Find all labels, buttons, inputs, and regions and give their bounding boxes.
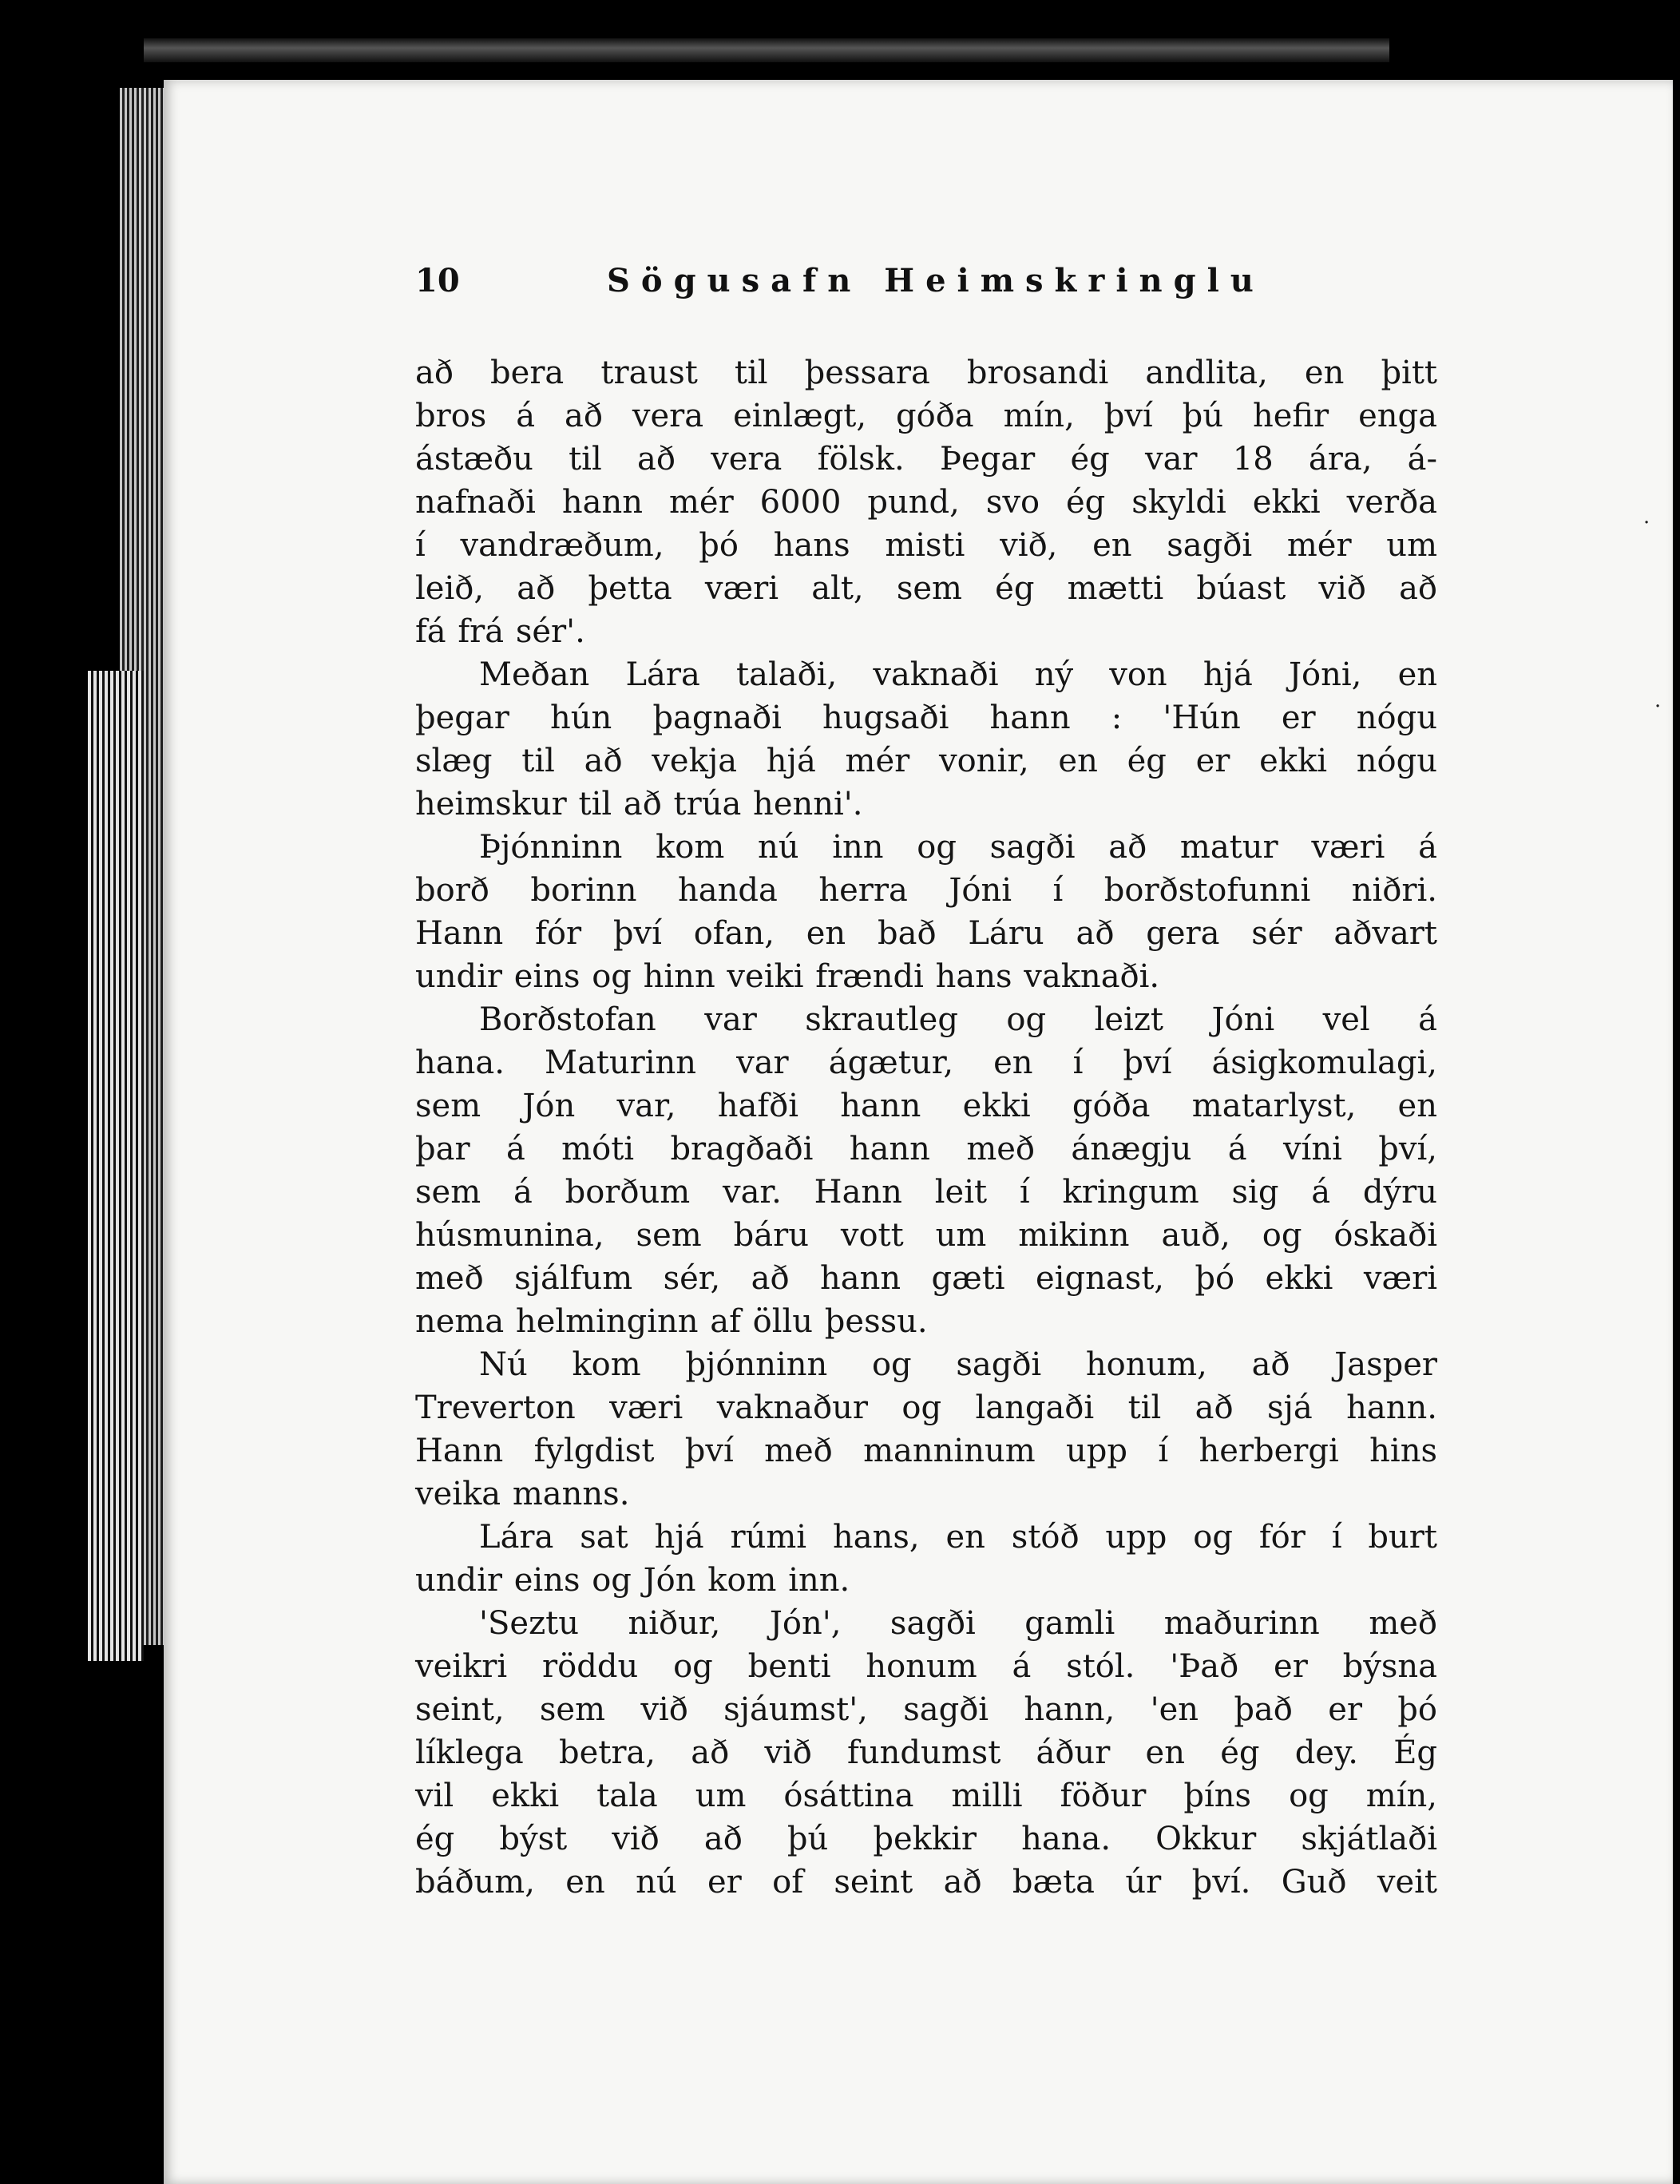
text-line xyxy=(415,481,1437,524)
text-line-content: Lára sat hjá rúmi hans, en stóð upp og fór í burt xyxy=(479,1519,1437,1556)
text-line xyxy=(415,696,1437,739)
text-line-content: vil ekki tala um ósáttina milli föður þíns og mín, xyxy=(415,1778,1437,1814)
text-line-content: ég býst við að þú þekkir hana. Okkur skjátlaði xyxy=(415,1821,1437,1857)
text-line-content: veika manns. xyxy=(415,1476,630,1512)
text-line xyxy=(415,826,1437,869)
text-line-content: að bera traust til þessara brosandi andlita, en þitt xyxy=(415,355,1437,391)
text-line-content: Hann fór því ofan, en bað Láru að gera sér aðvart xyxy=(415,915,1437,952)
text-line-content: þegar hún þagnaði hugsaði hann : 'Hún er nógu xyxy=(415,700,1437,736)
text-line-content: nafnaði hann mér 6000 pund, svo ég skyldi ekki verða xyxy=(415,484,1437,521)
text-line-content: Þjónninn kom nú inn og sagði að matur væri á xyxy=(479,829,1437,866)
text-line-content: heimskur til að trúa henni'. xyxy=(415,786,863,822)
text-line xyxy=(415,1214,1437,1257)
text-line-content: þar á móti bragðaði hann með ánægju á víni því, xyxy=(415,1131,1437,1167)
text-line xyxy=(415,1084,1437,1128)
text-line-content: slæg til að vekja hjá mér vonir, en ég er ekki nógu xyxy=(415,743,1437,779)
text-line xyxy=(415,912,1437,955)
book-page-edges-lower xyxy=(88,671,144,1661)
text-line xyxy=(415,567,1437,610)
text-line xyxy=(415,1861,1437,1904)
text-line-content: Borðstofan var skrautleg og leizt Jóni vel á xyxy=(479,1001,1437,1038)
text-line-content: með sjálfum sér, að hann gæti eignast, þó ekki væri xyxy=(415,1260,1437,1297)
text-line xyxy=(415,1516,1437,1559)
text-line-content: sem á borðum var. Hann leit í kringum sig á dýru xyxy=(415,1174,1437,1211)
text-line xyxy=(415,351,1437,394)
text-line-content: báðum, en nú er of seint að bæta úr því. Guð veit xyxy=(415,1864,1437,1901)
text-line xyxy=(415,1171,1437,1214)
text-line xyxy=(415,610,1437,653)
text-line-content: Meðan Lára talaði, vaknaði ný von hjá Jóni, en xyxy=(479,656,1437,693)
text-line xyxy=(415,438,1437,481)
text-line xyxy=(415,1817,1437,1861)
text-line xyxy=(415,1343,1437,1386)
text-line xyxy=(415,783,1437,826)
text-line-content: seint, sem við sjáumst', sagði hann, 'en það er þó xyxy=(415,1691,1437,1728)
text-line xyxy=(415,1128,1437,1171)
text-line xyxy=(415,1731,1437,1774)
text-line-content: Nú kom þjónninn og sagði honum, að Jasper xyxy=(479,1346,1437,1383)
text-line-content: fá frá sér'. xyxy=(415,613,585,650)
text-line-content: borð borinn handa herra Jóni í borðstofunni niðri. xyxy=(415,872,1437,909)
text-line-content: 'Seztu niður, Jón', sagði gamli maðurinn með xyxy=(479,1605,1437,1642)
text-line-content: í vandræðum, þó hans misti við, en sagði mér um xyxy=(415,527,1437,564)
text-line-content: húsmunina, sem báru vott um mikinn auð, og óskaði xyxy=(415,1217,1437,1254)
book-top-edge xyxy=(144,38,1389,62)
page-header xyxy=(415,262,1437,310)
text-line xyxy=(415,1257,1437,1300)
page-number: 10 xyxy=(415,262,460,299)
text-line-content: undir eins og Jón kom inn. xyxy=(415,1562,850,1599)
text-line xyxy=(415,1473,1437,1516)
text-line xyxy=(415,1602,1437,1645)
text-line-content: líklega betra, að við fundumst áður en ég dey. Ég xyxy=(415,1734,1437,1771)
text-line xyxy=(415,955,1437,998)
text-line xyxy=(415,1429,1437,1473)
text-line xyxy=(415,394,1437,438)
text-line-content: bros á að vera einlægt, góða mín, því þú hefir enga xyxy=(415,398,1437,434)
text-line xyxy=(415,524,1437,567)
text-line-content: undir eins og hinn veiki frændi hans vaknaði. xyxy=(415,958,1160,995)
text-line-content: hana. Maturinn var ágætur, en í því ásigkomulagi, xyxy=(415,1044,1437,1081)
text-line xyxy=(415,1386,1437,1429)
text-line-content: nema helminginn af öllu þessu. xyxy=(415,1303,928,1340)
running-title: Sögusafn Heimskringlu xyxy=(607,262,1265,299)
body-text xyxy=(415,351,1437,1904)
text-line xyxy=(415,653,1437,696)
text-line xyxy=(415,1645,1437,1688)
text-line-content: sem Jón var, hafði hann ekki góða matarlyst, en xyxy=(415,1088,1437,1124)
text-line xyxy=(415,1041,1437,1084)
text-line xyxy=(415,1559,1437,1602)
text-line xyxy=(415,1300,1437,1343)
text-line xyxy=(415,998,1437,1041)
text-line xyxy=(415,1774,1437,1817)
text-line-content: ástæðu til að vera fölsk. Þegar ég var 18 ára, á- xyxy=(415,441,1437,478)
margin-speck: · xyxy=(1654,695,1662,719)
text-line-content: leið, að þetta væri alt, sem ég mætti búast við að xyxy=(415,570,1437,607)
text-line xyxy=(415,869,1437,912)
text-line xyxy=(415,739,1437,783)
text-line-content: Treverton væri vaknaður og langaði til að sjá hann. xyxy=(415,1389,1437,1426)
margin-speck: · xyxy=(1643,511,1650,535)
text-line-content: Hann fylgdist því með manninum upp í herbergi hins xyxy=(415,1433,1437,1469)
text-line xyxy=(415,1688,1437,1731)
text-line-content: veikri röddu og benti honum á stól. 'Það er býsna xyxy=(415,1648,1437,1685)
